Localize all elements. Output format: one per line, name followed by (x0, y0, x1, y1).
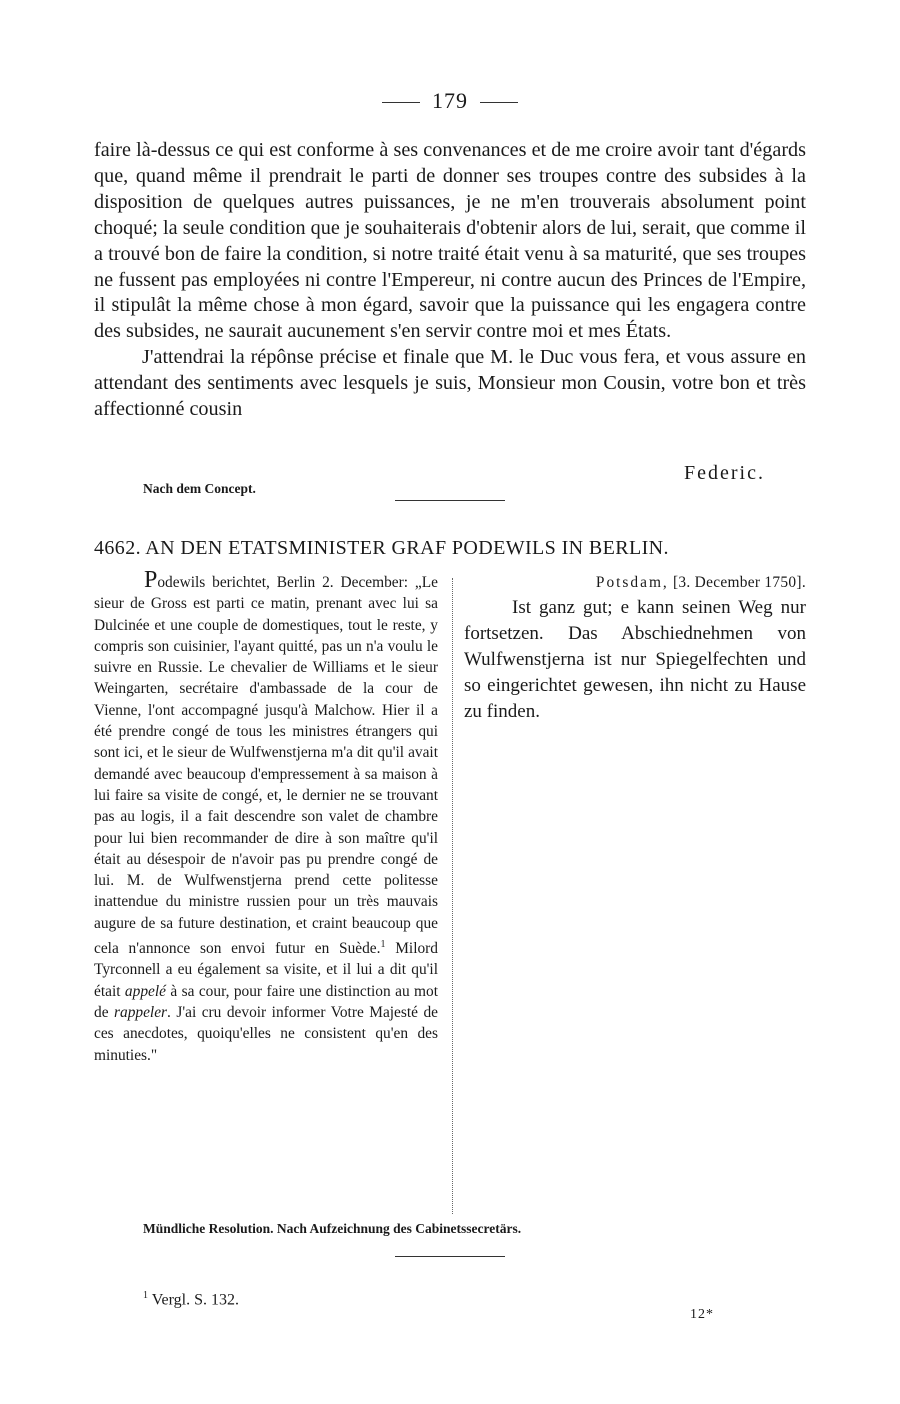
page-number-line (0, 88, 900, 114)
report-column (94, 567, 439, 1066)
footnote-divider (395, 1256, 505, 1257)
report-text-2: Milord Tyrconnell a eu également sa visite, et il lui a dit qu'il était (94, 940, 439, 1000)
letter-paragraph-2: J'attendrai la répônse précise et finale que M. le Duc vous fera, et vous assure en attendant des sentiments avec lesquels je suis, Monsieur mon Cousin, votre bon et très affectionné cousin (94, 346, 806, 421)
footnote (143, 1290, 239, 1309)
dateline (464, 572, 806, 593)
document-heading: 4662. AN DEN ETATSMINISTER GRAF PODEWILS IN BERLIN. (94, 537, 669, 559)
letter-paragraph-1: faire là-dessus ce qui est conforme à ses convenances et de me croire avoir tant d'égards que, quand même il prendrait le parti de donner ses troupes contre des subsides à la disposition de quelques autres puissances, je ne m'en trouverais absolument point choqué; la seule condition que je souhaiterais d'obtenir alors de lui, serait, que comme il a trouvé bon de faire la condition, si notre traité était venu à sa maturité, que ses troupes ne fussent pas employées ni contre l'Empereur, ni contre aucun des Princes de l'Empire, il stipulât la même chose à mon égard, savoir que la puissance qui les engagera contre des subsides, ne saurait aucunement s'en servir contre moi et mes États. (94, 139, 806, 343)
resolution-column (464, 572, 806, 725)
section-divider (395, 500, 505, 501)
footnote-reference: 1 (380, 939, 386, 951)
footnote-text: Vergl. S. 132. (151, 1291, 239, 1309)
resolution-note: Mündliche Resolution. Nach Aufzeichnung des Cabinetssecretärs. (143, 1221, 522, 1236)
letter-continuation (94, 138, 806, 423)
emphasis-rappeler: rappeler (114, 1004, 168, 1022)
column-divider (452, 578, 453, 1214)
page-number-dash-right (480, 102, 518, 103)
report-paragraph (94, 567, 439, 1066)
report-text-3: à sa cour, pour faire une distinction au mot de (94, 982, 439, 1022)
signature-mark: 12* (690, 1307, 714, 1322)
report-text-4: . J'ai cru devoir informer Votre Majesté de ces anecdotes, quoiqu'elles ne consistent qu'en des minuties." (94, 1004, 438, 1064)
report-text: odewils berichtet, Berlin 2. December: „Le sieur de Gross est parti ce matin, prenant avec lui sa Dulcinée et une couple de domestiques, tout le reste, y compris son cuisinier, l'ayant quitté, pas un n'a voulu le suivre en Russie. Le chevalier de Williams et le sieur Weingarten, secrétaire d'ambassade de la cour de Vienne, l'ont accompagné jusqu'à Malchow. Hier il a été prendre congé de tous les ministres étrangers qui sont ici, et le sieur de Wulfwenstjerna m'a dit qu'il avait demandé avec beaucoup d'empressement à sa maison à lui faire sa visite de congé, et, le dernier ne se trouvant pas au logis, il a fait descendre son valet de chambre pour lui bien recommander de dire à son maître qu'il était au désespoir de n'avoir pas pu prendre congé de lui. M. de Wulfwenstjerna prend cette politesse inattendue du ministre russien pour un très mauvais augure de sa future destination, et craint beaucoup que cela n'annonce son envoi futur en Suède. (94, 574, 438, 958)
footnote-marker: 1 (143, 1290, 148, 1301)
dateline-place: Potsdam, (595, 574, 669, 591)
dateline-date: [3. December 1750]. (672, 574, 806, 591)
page-number: 179 (432, 88, 468, 113)
resolution-text: Ist ganz gut; e kann seinen Weg nur fortsetzen. Das Abschiednehmen von Wulfwenstjerna ist nur Spiegelfechten und so eingerichtet gewesen, ihn nicht zu Hause zu finden. (464, 597, 806, 722)
emphasis-appele: appelé (124, 982, 166, 1000)
page-number-dash-left (382, 102, 420, 103)
letter-signature: Federic. (684, 462, 765, 484)
source-note: Nach dem Concept. (143, 481, 256, 496)
report-initial: P (144, 567, 158, 593)
